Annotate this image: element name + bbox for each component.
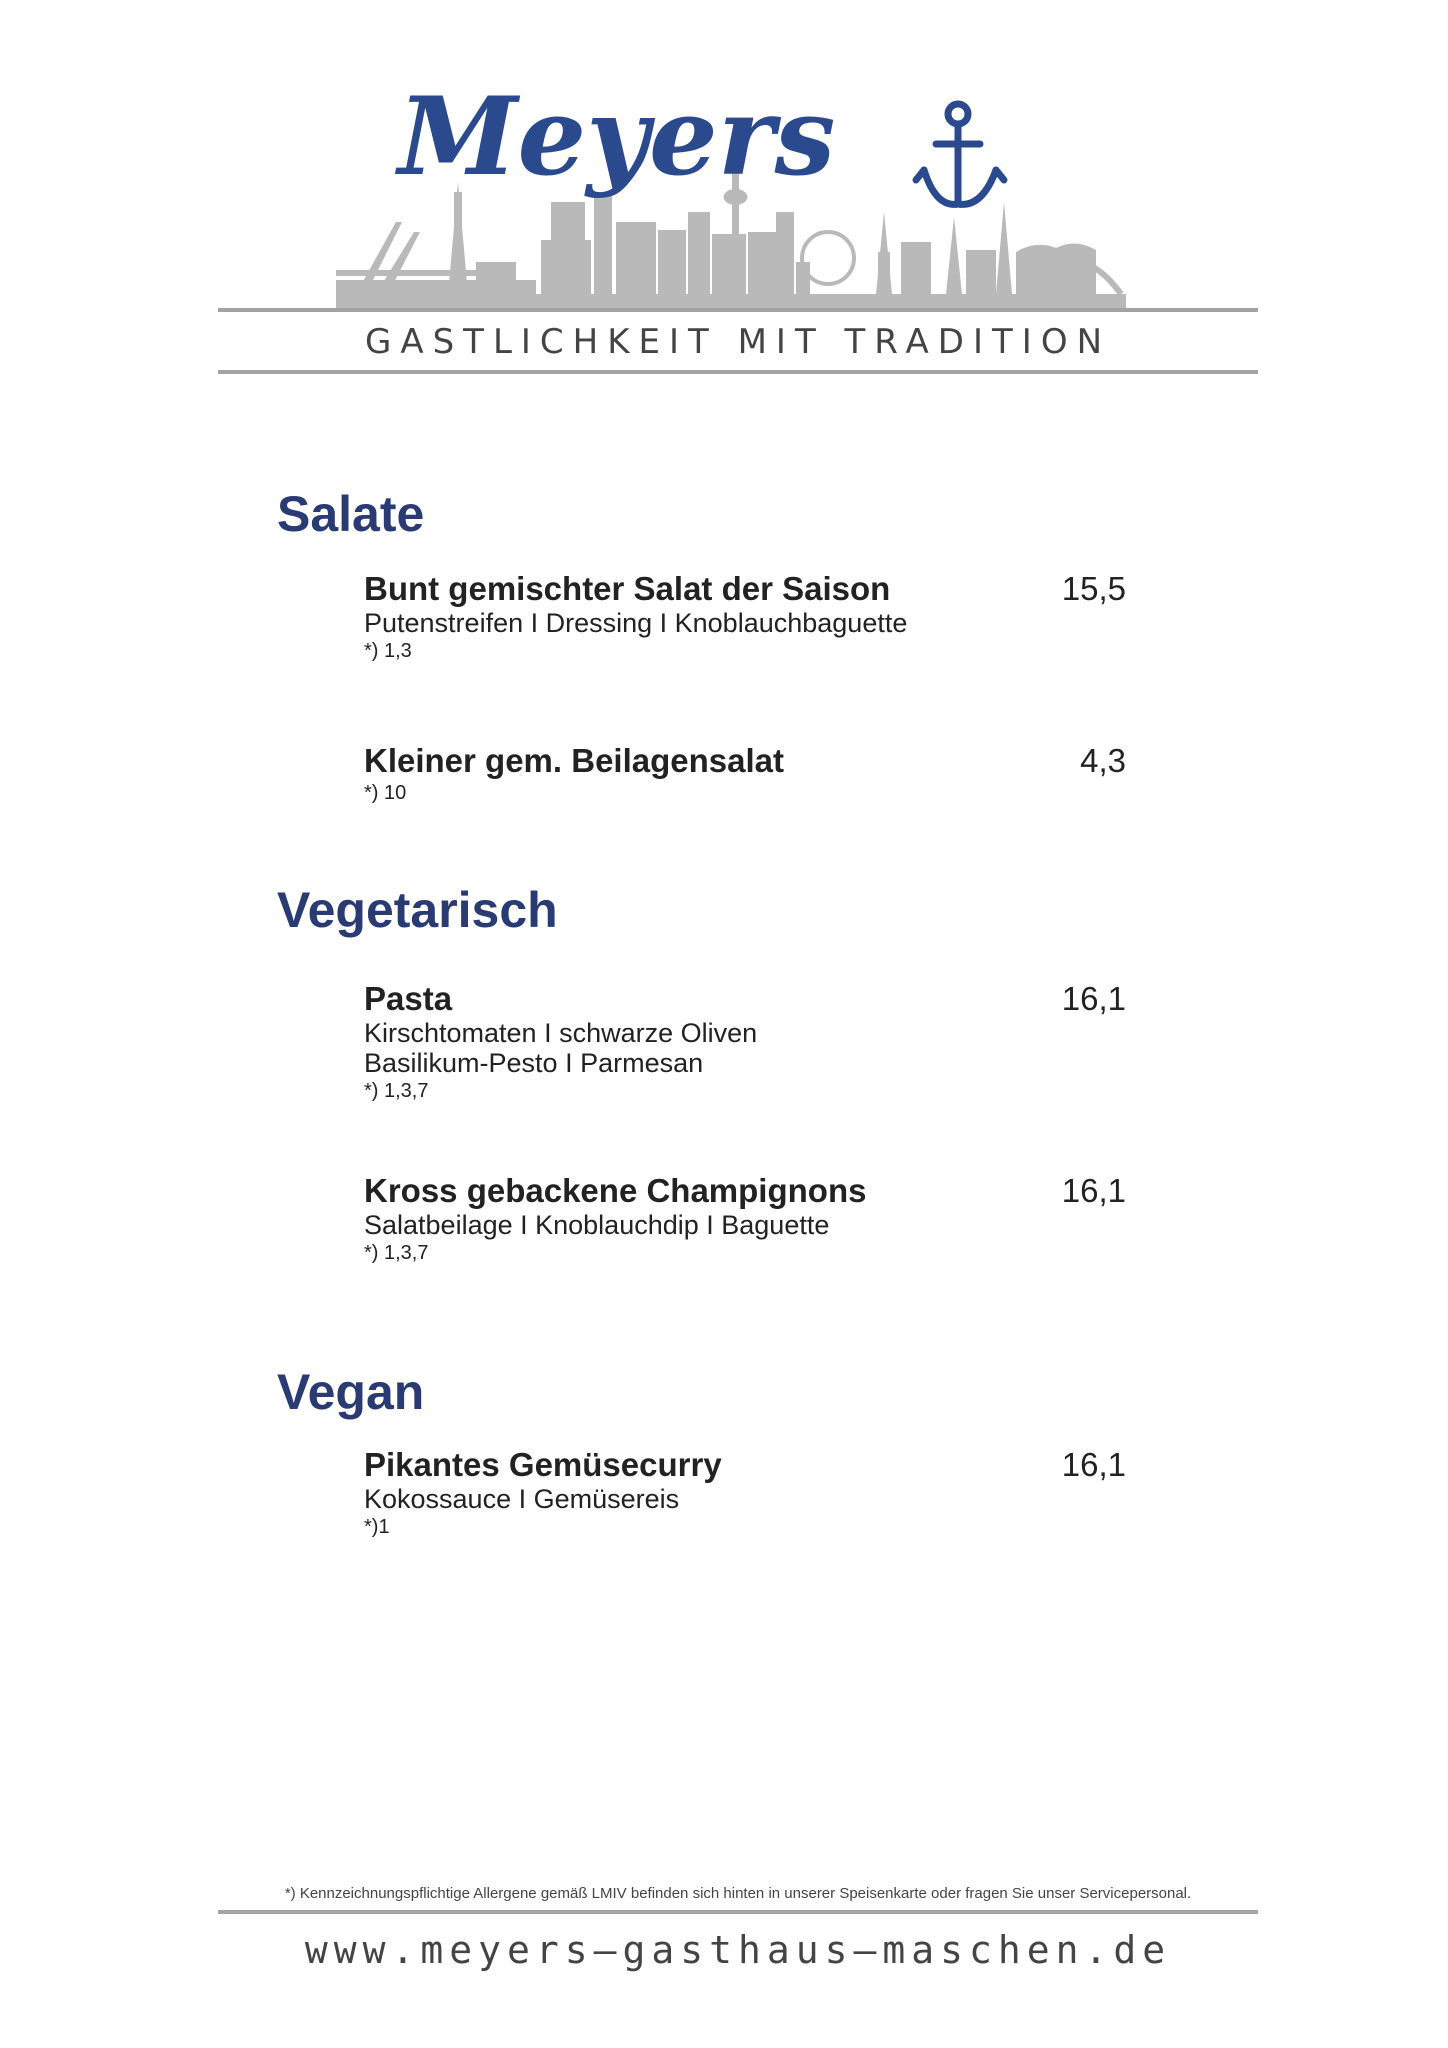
menu-item-name: Kleiner gem. Beilagensalat [364,742,784,779]
menu-item-name: Pikantes Gemüsecurry [364,1446,722,1483]
header-rule-top [218,308,1258,312]
logo-text: Meyers [398,74,836,200]
menu-item-description: Salatbeilage I Knoblauchdip I Baguette [364,1210,830,1240]
section-title-salate: Salate [277,486,425,542]
tagline: GASTLICHKEIT MIT TRADITION [364,322,1112,362]
menu-item-name: Pasta [364,980,453,1017]
anchor-icon [916,104,1004,204]
header-rule-bottom [218,370,1258,374]
menu-item-allergens: *) 1,3 [364,640,412,662]
website-link[interactable]: www.meyers–gasthaus–maschen.de [304,1928,1172,1972]
menu-item-name: Kross gebackene Champignons [364,1172,867,1209]
menu-item [364,570,1126,664]
footer-rule [218,1910,1258,1914]
menu-item [364,1172,1126,1266]
restaurant-logo [336,62,1126,314]
menu-item-allergens: *) 1,3,7 [364,1080,429,1102]
menu-item-price: 15,5 [1061,570,1126,607]
menu-item [364,742,1126,806]
menu-item [364,980,1126,1104]
menu-item-name: Bunt gemischter Salat der Saison [364,570,891,607]
section-title-vegan: Vegan [277,1364,425,1420]
menu-item-description: Basilikum-Pesto I Parmesan [364,1048,704,1078]
menu-item [364,1446,1126,1540]
menu-item-description: Kokossauce I Gemüsereis [364,1484,680,1514]
menu-item-allergens: *) 1,3,7 [364,1242,429,1264]
menu-item-price: 16,1 [1061,1446,1126,1483]
menu-item-allergens: *) 10 [364,782,407,804]
menu-item-price: 16,1 [1061,1172,1126,1209]
menu-item-price: 4,3 [1080,742,1126,779]
menu-item-allergens: *)1 [364,1516,390,1538]
hamburg-skyline-logo-icon [336,62,1126,314]
allergen-footnote: *) Kennzeichnungspflichtige Allergene gemäß LMIV befinden sich hinten in unserer Speisenkarte oder fragen Sie unser Servicepersonal. [284,1885,1192,1902]
section-title-vegetarisch: Vegetarisch [277,882,558,938]
menu-item-description: Kirschtomaten I schwarze Oliven [364,1018,758,1048]
menu-item-description: Putenstreifen I Dressing I Knoblauchbaguette [364,608,908,638]
menu-item-price: 16,1 [1061,980,1126,1017]
